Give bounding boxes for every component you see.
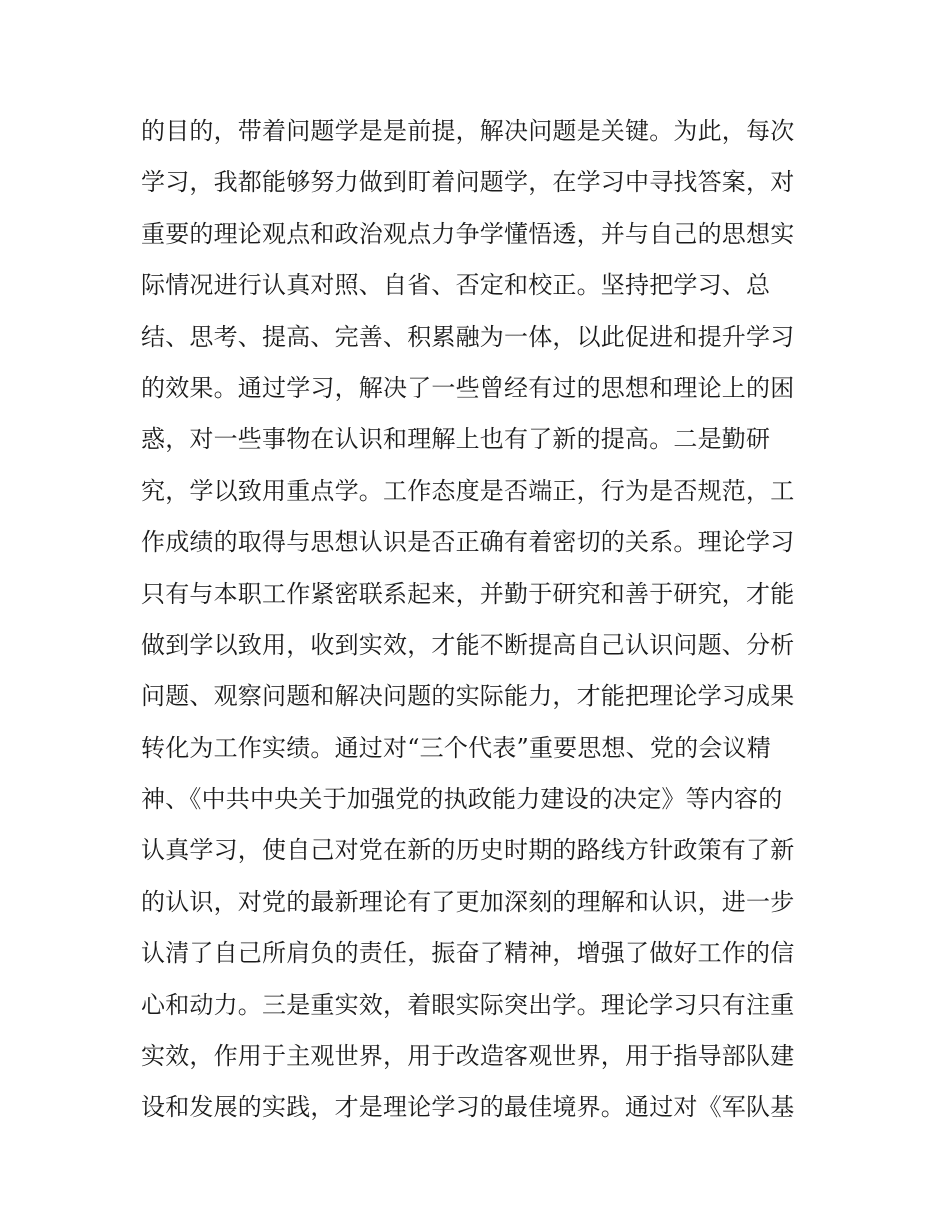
text-line: 只有与本职工作紧密联系起来，并勤于研究和善于研究，才能 — [141, 579, 795, 608]
text-line: 的目的，带着问题学是是前提，解决问题是关键。为此，每次 — [141, 117, 795, 145]
text-line: 的认识，对党的最新理论有了更加深刻的理解和认识，进一步 — [141, 887, 795, 916]
text-line: 学习，我都能够努力做到盯着问题学，在学习中寻找答案，对 — [141, 168, 795, 197]
text-line: 重要的理论观点和政治观点力争学懂悟透，并与自己的思想实 — [141, 219, 795, 248]
text-line: 转化为工作实绩。通过对“三个代表”重要思想、党的会议精 — [141, 733, 771, 762]
text-line: 惑，对一些事物在认识和理解上也有了新的提高。二是勤研 — [141, 425, 771, 454]
text-line: 心和动力。三是重实效，着眼实际突出学。理论学习只有注重 — [141, 990, 795, 1019]
text-line: 认真学习，使自己对党在新的历史时期的路线方针政策有了新 — [141, 836, 795, 865]
text-line: 作成绩的取得与思想认识是否正确有着密切的关系。理论学习 — [141, 528, 795, 557]
text-line: 做到学以致用，收到实效，才能不断提高自己认识问题、分析 — [141, 630, 795, 659]
text-line: 际情况进行认真对照、自省、否定和校正。坚持把学习、总 — [141, 271, 771, 300]
text-line: 设和发展的实践，才是理论学习的最佳境界。通过对《军队基 — [141, 1093, 795, 1122]
text-line: 认清了自己所肩负的责任，振奋了精神，增强了做好工作的信 — [141, 939, 795, 968]
text-line: 的效果。通过学习，解决了一些曾经有过的思想和理论上的困 — [141, 373, 795, 402]
text-line: 问题、观察问题和解决问题的实际能力，才能把理论学习成果 — [141, 682, 795, 711]
text-line: 结、思考、提高、完善、积累融为一体，以此促进和提升学习 — [141, 322, 795, 351]
text-line: 神、《中共中央关于加强党的执政能力建设的决定》等内容的 — [141, 785, 783, 814]
text-line: 实效，作用于主观世界，用于改造客观世界，用于指导部队建 — [141, 1042, 795, 1071]
text-line: 究，学以致用重点学。工作态度是否端正，行为是否规范，工 — [141, 476, 795, 505]
body-text — [141, 106, 821, 1134]
